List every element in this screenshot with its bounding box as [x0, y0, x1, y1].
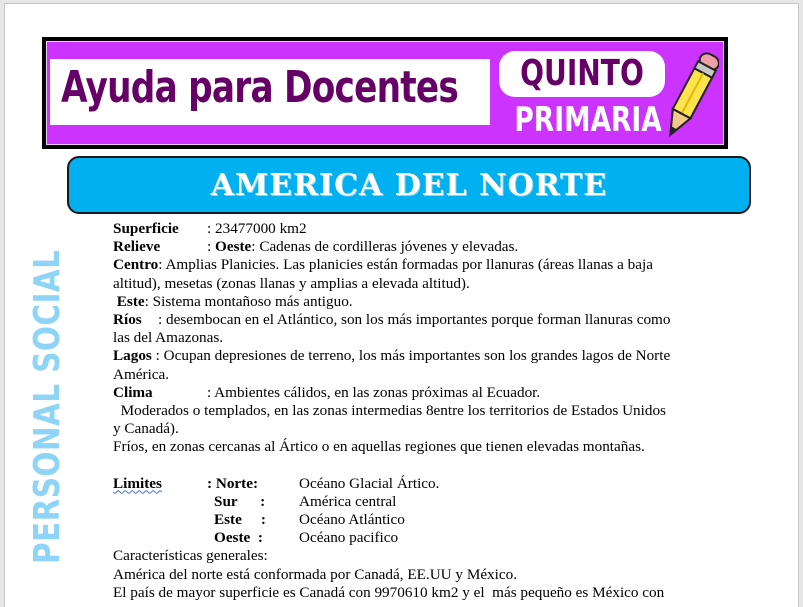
subject-side-label [25, 234, 71, 564]
limites-label: Limites [113, 474, 162, 492]
caracteristicas-line-2: El país de mayor superficie es Canadá con 9970610 km2 y el más pequeño es México con [113, 583, 665, 601]
limites-key-oeste: Oeste : [214, 529, 263, 547]
limites-key-norte: : Norte: [207, 474, 259, 492]
limites-value-sur: América central [299, 492, 397, 510]
rios-label: Ríos [113, 310, 142, 328]
relieve-oeste-text: : Cadenas de cordilleras jóvenes y elevadas. [251, 238, 519, 256]
clima-line-2 [113, 402, 713, 420]
clima-line-1 [113, 384, 713, 402]
limites-row-oeste [113, 529, 713, 547]
caracteristicas-heading: Características generales: [113, 547, 268, 565]
grade-label-top: QUINTO [520, 53, 644, 94]
este-line [113, 293, 713, 311]
page-title: AMERICA DEL NORTE [210, 168, 608, 203]
limites-value-oeste: Océano pacifico [299, 529, 399, 547]
rios-text-2: las del Amazonas. [113, 329, 224, 347]
banner-background [46, 41, 724, 145]
rios-line-1 [113, 311, 713, 329]
lagos-line-1 [113, 347, 713, 365]
blank-line [113, 456, 713, 474]
superficie-label: Superficie [113, 220, 179, 237]
title-bar [67, 156, 751, 214]
clima-text-2: Moderados o templados, en las zonas intermedias 8entre los territorios de Estados Unidos [120, 401, 666, 419]
superficie-value: : 23477000 km2 [207, 220, 307, 237]
subject-side-label-text: PERSONAL SOCIAL [27, 249, 68, 564]
lagos-text-1: : Ocupan depresiones de terreno, los más importantes son los grandes lagos de Norte [151, 347, 671, 365]
centro-text-1: : Amplias Planicies. Las planicies están formadas por llanuras (áreas llanas a baja [158, 256, 653, 274]
centro-line-1 [113, 256, 713, 274]
clima-text-4: Fríos, en zonas cercanas al Ártico o en aquellas regiones que tienen elevadas montañas. [113, 438, 645, 456]
lagos-label: Lagos [113, 347, 152, 365]
clima-text-1: : Ambientes cálidos, en las zonas próximas al Ecuador. [207, 383, 541, 401]
superficie-line [113, 220, 713, 238]
clima-line-3 [113, 420, 713, 438]
grade-label-bottom: PRIMARIA [514, 100, 662, 140]
relieve-label: Relieve [113, 238, 161, 256]
clima-label: Clima [113, 383, 153, 401]
relieve-prefix: : [207, 238, 216, 256]
centro-text-2: altitud), mesetas (zonas llanas y amplias a elevada altitud). [113, 274, 470, 292]
clima-line-4 [113, 438, 713, 456]
relieve-oeste-label: Oeste [215, 238, 252, 256]
lagos-line-2 [113, 366, 713, 384]
header-banner [42, 37, 728, 149]
caracteristicas-line-1: América del norte está conformada por Canadá, EE.UU y México. [113, 565, 518, 583]
limites-key-este: Este : [214, 511, 266, 528]
pencil-icon [663, 46, 719, 145]
clima-text-3: y Canadá). [113, 420, 179, 438]
limites-value-norte: Océano Glacial Ártico. [299, 474, 440, 492]
rios-text-1: : desembocan en el Atlántico, son los más importantes porque forman llanuras como [158, 310, 671, 328]
limites-row-este [113, 511, 713, 529]
limites-value-este: Océano Atlántico [299, 511, 405, 528]
relieve-line [113, 238, 713, 256]
document-page [4, 3, 799, 607]
banner-title: Ayuda para Docentes [61, 62, 458, 113]
este-text: : Sistema montañoso más antiguo. [144, 292, 353, 310]
document-body [113, 220, 713, 602]
limites-key-sur: Sur : [214, 492, 266, 510]
este-label: Este [116, 292, 145, 310]
rios-line-2 [113, 329, 713, 347]
centro-line-2 [113, 275, 713, 293]
limites-row-sur [113, 493, 713, 511]
lagos-text-2: América. [113, 365, 170, 383]
limites-row-norte [113, 475, 713, 493]
centro-label: Centro [113, 256, 159, 274]
